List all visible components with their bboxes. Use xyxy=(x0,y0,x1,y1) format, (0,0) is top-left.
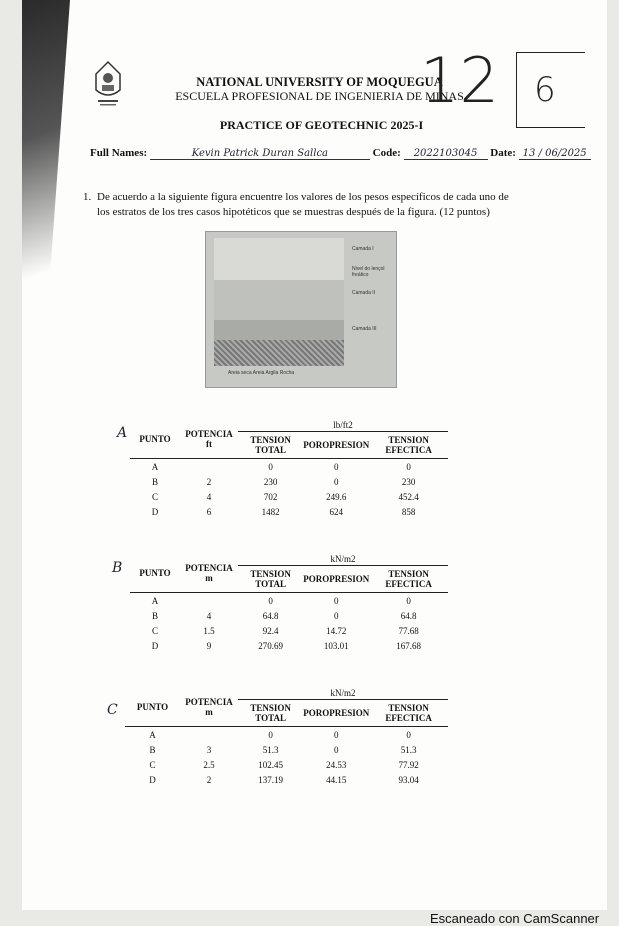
table-row: A 0 0 0 xyxy=(151,595,411,606)
question-number: 1. xyxy=(83,191,92,203)
table-c xyxy=(125,687,448,787)
col-potencia: POTENCIA ft xyxy=(185,428,233,449)
grade-left: 12 xyxy=(420,44,499,117)
col-total: TENSION TOTAL xyxy=(250,435,291,455)
figure-legend: Areia seca Areia Argila Rocha xyxy=(228,370,295,376)
camscanner-footer: Escaneado con CamScanner xyxy=(430,911,600,926)
table-row: D 6 1482 624 858 xyxy=(151,506,416,517)
university-title: NATIONAL UNIVERSITY OF MOQUEGUA xyxy=(196,75,443,89)
school-title: ESCUELA PROFESIONAL DE INGENIERIA DE MINAS xyxy=(175,89,464,103)
scan-shadow xyxy=(22,0,82,330)
col-efectiva: TENSION EFECTICA xyxy=(385,703,432,723)
table-a xyxy=(130,419,448,519)
unit-header: lb/ft2 xyxy=(238,419,448,432)
code-label: Code: xyxy=(372,147,401,159)
col-potencia: POTENCIA m xyxy=(185,696,233,717)
layer-2 xyxy=(214,280,344,320)
col-poro: POROPRESION xyxy=(303,708,370,718)
date-label: Date: xyxy=(490,147,516,159)
col-poro: POROPRESION xyxy=(303,574,370,584)
col-total: TENSION TOTAL xyxy=(250,569,291,589)
layer-3 xyxy=(214,340,344,366)
grade-right: 6 xyxy=(534,70,556,110)
table-row: B 4 64.8 0 64.8 xyxy=(151,610,417,621)
table-row: B 3 51.3 0 51.3 xyxy=(149,744,417,755)
unit-header: kN/m2 xyxy=(238,687,448,700)
layer-1 xyxy=(214,238,344,280)
table-row: C 1.5 92.4 14.72 77.68 xyxy=(151,625,419,636)
label-camada-2: Camada II xyxy=(352,290,376,296)
names-value: Kevin Patrick Duran Sallca xyxy=(150,148,370,160)
question-1 xyxy=(83,190,523,220)
col-punto: PUNTO xyxy=(139,433,171,444)
table-a-tag: A xyxy=(117,425,128,441)
col-poro: POROPRESION xyxy=(303,440,370,450)
label-camada-3: Camada III xyxy=(352,326,377,332)
table-b xyxy=(130,553,448,653)
table-row: D 9 270.69 103.01 167.68 xyxy=(151,640,421,651)
table-row: C 2.5 102.45 24.53 77.92 xyxy=(149,759,419,770)
unit-header: kN/m2 xyxy=(238,553,448,566)
table-row: C 4 702 249.6 452.4 xyxy=(151,491,419,502)
col-potencia: POTENCIA m xyxy=(185,562,233,583)
col-total: TENSION TOTAL xyxy=(250,703,291,723)
table-c-tag: C xyxy=(107,702,118,718)
table-row: D 2 137.19 44.15 93.04 xyxy=(149,774,419,785)
table-row: A 0 0 0 xyxy=(149,729,411,740)
question-text: De acuerdo a la siguiente figura encuentre los valores de los pesos específicos de cada uno de los estratos de los tres casos hipotéticos que se muestras después de la figura. (12 puntos) xyxy=(97,191,509,218)
table-b-tag: B xyxy=(112,560,123,576)
code-value: 2022103045 xyxy=(404,148,488,160)
table-row: A 0 0 0 xyxy=(151,461,411,472)
student-info-row xyxy=(90,147,591,160)
col-punto: PUNTO xyxy=(139,567,171,578)
soil-profile-figure xyxy=(205,231,397,388)
label-water-table: Nivel do lençol freático xyxy=(352,266,385,278)
layer-2b xyxy=(214,320,344,340)
table-row: B 2 230 0 230 xyxy=(151,476,416,487)
practice-title: PRACTICE OF GEOTECHNIC 2025-I xyxy=(219,118,424,132)
col-efectiva: TENSION EFECTICA xyxy=(385,569,432,589)
date-value: 13 / 06/2025 xyxy=(519,148,591,160)
names-label: Full Names: xyxy=(90,147,148,159)
col-efectiva: TENSION EFECTICA xyxy=(385,435,432,455)
col-punto: PUNTO xyxy=(136,701,169,712)
label-camada-1: Camada I xyxy=(352,246,374,252)
